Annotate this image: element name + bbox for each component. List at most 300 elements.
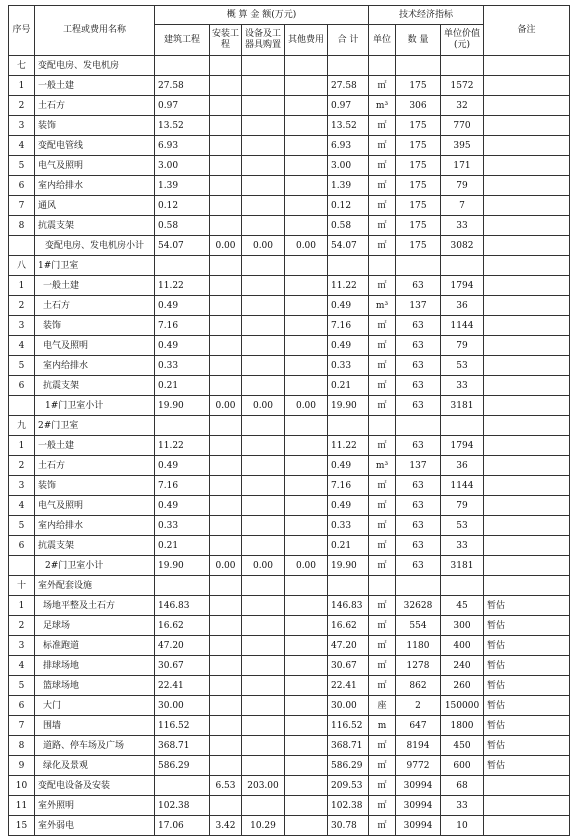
cell-other (285, 376, 328, 396)
cell-total: 0.49 (328, 336, 369, 356)
cell-remark (484, 136, 570, 156)
cell-unit: ㎡ (369, 616, 396, 636)
section-row (9, 56, 570, 76)
cell-seq: 10 (9, 776, 35, 796)
cell-name: 标准跑道 (35, 636, 155, 656)
cell-total: 0.58 (328, 216, 369, 236)
cell-unit-price: 150000 (441, 696, 484, 716)
cell-remark (484, 436, 570, 456)
table-row (9, 656, 570, 676)
cell-qty: 32628 (396, 596, 441, 616)
cell-installation (210, 376, 242, 396)
table-row (9, 456, 570, 476)
cell-other (285, 256, 328, 276)
header-estimate-group: 概 算 金 额(万元) (155, 6, 369, 25)
cell-seq: 8 (9, 736, 35, 756)
table-row (9, 96, 570, 116)
cell-seq: 1 (9, 276, 35, 296)
cell-unit-price (441, 576, 484, 596)
cell-unit-price: 450 (441, 736, 484, 756)
cell-unit: ㎡ (369, 176, 396, 196)
cell-unit: ㎡ (369, 736, 396, 756)
cell-name: 土石方 (35, 456, 155, 476)
cell-name: 室内给排水 (35, 356, 155, 376)
cell-total: 0.21 (328, 376, 369, 396)
cost-estimate-document (8, 5, 570, 836)
cell-total: 0.97 (328, 96, 369, 116)
cell-seq: 8 (9, 216, 35, 236)
cell-remark (484, 276, 570, 296)
cell-other (285, 596, 328, 616)
cell-name: 装饰 (35, 316, 155, 336)
cell-seq: 1 (9, 596, 35, 616)
cell-name: 1#门卫室小计 (35, 396, 155, 416)
cell-seq: 6 (9, 176, 35, 196)
cell-unit-price: 33 (441, 216, 484, 236)
cell-qty: 175 (396, 196, 441, 216)
cell-qty (396, 416, 441, 436)
cell-qty: 63 (396, 556, 441, 576)
cell-qty: 63 (396, 436, 441, 456)
cell-installation (210, 576, 242, 596)
cell-name: 通风 (35, 196, 155, 216)
cell-installation (210, 56, 242, 76)
cell-remark (484, 536, 570, 556)
header-total: 合 计 (328, 25, 369, 56)
cell-equipment (242, 176, 285, 196)
header-name: 工程或费用名称 (35, 6, 155, 56)
cell-total (328, 576, 369, 596)
table-row (9, 316, 570, 336)
cell-installation (210, 196, 242, 216)
cell-construction: 3.00 (155, 156, 210, 176)
cell-unit-price: 10 (441, 816, 484, 836)
table-row (9, 616, 570, 636)
cell-installation (210, 416, 242, 436)
cell-seq: 5 (9, 676, 35, 696)
cell-unit: ㎡ (369, 516, 396, 536)
cell-unit-price: 36 (441, 296, 484, 316)
cell-qty: 1278 (396, 656, 441, 676)
cell-qty: 30994 (396, 816, 441, 836)
cell-equipment (242, 496, 285, 516)
cell-unit-price: 1144 (441, 476, 484, 496)
cell-other (285, 656, 328, 676)
cell-installation (210, 256, 242, 276)
cell-total: 146.83 (328, 596, 369, 616)
cell-seq: 3 (9, 316, 35, 336)
cell-qty: 306 (396, 96, 441, 116)
cell-qty: 175 (396, 216, 441, 236)
cell-seq: 7 (9, 196, 35, 216)
cell-qty: 9772 (396, 756, 441, 776)
cell-unit: ㎡ (369, 556, 396, 576)
table-row (9, 736, 570, 756)
cell-remark: 暂估 (484, 696, 570, 716)
cell-unit-price: 36 (441, 456, 484, 476)
cell-total: 11.22 (328, 276, 369, 296)
cell-installation (210, 496, 242, 516)
cell-qty: 175 (396, 116, 441, 136)
cell-installation (210, 756, 242, 776)
cell-construction: 17.06 (155, 816, 210, 836)
table-row (9, 116, 570, 136)
table-row (9, 336, 570, 356)
cell-equipment (242, 216, 285, 236)
table-row (9, 296, 570, 316)
cell-remark (484, 376, 570, 396)
cell-total: 116.52 (328, 716, 369, 736)
table-row (9, 776, 570, 796)
cell-name: 一般土建 (35, 76, 155, 96)
cell-seq: 6 (9, 376, 35, 396)
cell-total: 30.78 (328, 816, 369, 836)
cell-construction: 7.16 (155, 316, 210, 336)
cell-remark: 暂估 (484, 676, 570, 696)
cell-qty: 2 (396, 696, 441, 716)
cell-unit: ㎡ (369, 776, 396, 796)
cell-unit-price: 33 (441, 796, 484, 816)
table-row (9, 596, 570, 616)
cell-qty: 554 (396, 616, 441, 636)
cell-name: 土石方 (35, 296, 155, 316)
cell-other (285, 196, 328, 216)
cell-total: 13.52 (328, 116, 369, 136)
cell-unit-price: 1572 (441, 76, 484, 96)
cell-qty: 63 (396, 376, 441, 396)
cell-equipment (242, 516, 285, 536)
cell-unit: ㎡ (369, 156, 396, 176)
cell-name: 抗震支架 (35, 216, 155, 236)
cell-remark (484, 516, 570, 536)
cell-installation (210, 716, 242, 736)
cell-other (285, 216, 328, 236)
cell-qty: 30994 (396, 796, 441, 816)
cell-name: 室外配套设施 (35, 576, 155, 596)
cell-unit: ㎡ (369, 276, 396, 296)
table-row (9, 516, 570, 536)
cell-unit (369, 576, 396, 596)
table-header (9, 6, 570, 56)
cell-qty (396, 56, 441, 76)
cell-equipment (242, 196, 285, 216)
cell-name: 大门 (35, 696, 155, 716)
cell-installation (210, 596, 242, 616)
cell-construction: 0.33 (155, 356, 210, 376)
cell-unit (369, 256, 396, 276)
cell-remark: 暂估 (484, 656, 570, 676)
cell-construction: 7.16 (155, 476, 210, 496)
cell-installation (210, 296, 242, 316)
cell-equipment (242, 376, 285, 396)
cell-total: 54.07 (328, 236, 369, 256)
cell-remark (484, 476, 570, 496)
cell-qty: 63 (396, 496, 441, 516)
cell-other (285, 316, 328, 336)
table-row (9, 276, 570, 296)
table-row (9, 716, 570, 736)
cell-unit-price: 240 (441, 656, 484, 676)
cell-unit: ㎡ (369, 676, 396, 696)
cell-equipment: 203.00 (242, 776, 285, 796)
cell-other (285, 716, 328, 736)
cell-seq: 4 (9, 496, 35, 516)
cell-qty: 63 (396, 336, 441, 356)
cell-unit-price: 1800 (441, 716, 484, 736)
cell-installation (210, 476, 242, 496)
cell-equipment (242, 656, 285, 676)
cell-unit: ㎡ (369, 596, 396, 616)
cell-unit-price: 53 (441, 516, 484, 536)
cell-construction: 47.20 (155, 636, 210, 656)
cell-unit: ㎡ (369, 216, 396, 236)
cell-total (328, 256, 369, 276)
table-row (9, 676, 570, 696)
cell-equipment (242, 476, 285, 496)
cell-equipment (242, 616, 285, 636)
cell-other (285, 436, 328, 456)
cell-name: 变配电管线 (35, 136, 155, 156)
cell-unit-price (441, 416, 484, 436)
cell-qty: 30994 (396, 776, 441, 796)
cell-installation (210, 516, 242, 536)
cell-remark (484, 356, 570, 376)
table-row (9, 496, 570, 516)
cell-installation (210, 656, 242, 676)
cell-name: 一般土建 (35, 276, 155, 296)
cell-remark: 暂估 (484, 716, 570, 736)
cell-installation (210, 636, 242, 656)
cell-unit: ㎡ (369, 376, 396, 396)
table-row (9, 756, 570, 776)
cell-equipment (242, 716, 285, 736)
cell-other (285, 676, 328, 696)
cell-name: 装饰 (35, 116, 155, 136)
cell-name: 场地平整及土石方 (35, 596, 155, 616)
cell-name: 围墙 (35, 716, 155, 736)
cell-total: 209.53 (328, 776, 369, 796)
cell-seq: 2 (9, 96, 35, 116)
cell-remark (484, 456, 570, 476)
cell-other (285, 176, 328, 196)
cell-equipment (242, 256, 285, 276)
cell-remark (484, 256, 570, 276)
cell-construction: 13.52 (155, 116, 210, 136)
cell-construction: 0.33 (155, 516, 210, 536)
header-unit: 单位 (369, 25, 396, 56)
cell-installation (210, 96, 242, 116)
cell-installation (210, 276, 242, 296)
cell-qty: 63 (396, 476, 441, 496)
cell-qty: 63 (396, 316, 441, 336)
cell-other (285, 136, 328, 156)
cell-equipment (242, 636, 285, 656)
cell-unit-price: 260 (441, 676, 484, 696)
cell-equipment (242, 56, 285, 76)
table-row (9, 436, 570, 456)
cell-equipment: 0.00 (242, 236, 285, 256)
cell-construction: 6.93 (155, 136, 210, 156)
cell-remark (484, 816, 570, 836)
table-row (9, 76, 570, 96)
table-row (9, 196, 570, 216)
cell-other (285, 336, 328, 356)
cell-installation (210, 456, 242, 476)
cell-unit-price: 3181 (441, 396, 484, 416)
cell-remark (484, 216, 570, 236)
cell-qty: 175 (396, 156, 441, 176)
cell-installation: 6.53 (210, 776, 242, 796)
cell-equipment (242, 316, 285, 336)
cell-construction (155, 416, 210, 436)
cell-equipment (242, 696, 285, 716)
cell-name: 电气及照明 (35, 156, 155, 176)
cell-installation: 3.42 (210, 816, 242, 836)
cell-unit: ㎡ (369, 636, 396, 656)
cell-construction: 0.21 (155, 376, 210, 396)
cell-construction (155, 256, 210, 276)
header-other: 其他费用 (285, 25, 328, 56)
cell-unit-price (441, 256, 484, 276)
cell-construction: 30.00 (155, 696, 210, 716)
cell-total: 0.12 (328, 196, 369, 216)
cell-qty: 63 (396, 516, 441, 536)
cell-remark (484, 176, 570, 196)
section-row (9, 256, 570, 276)
cell-name: 抗震支架 (35, 536, 155, 556)
cell-total: 586.29 (328, 756, 369, 776)
header-qty: 数 量 (396, 25, 441, 56)
cell-unit: ㎡ (369, 436, 396, 456)
cell-other (285, 516, 328, 536)
cell-unit: ㎡ (369, 756, 396, 776)
cell-unit-price: 33 (441, 376, 484, 396)
cell-total: 30.67 (328, 656, 369, 676)
cell-name: 1#门卫室 (35, 256, 155, 276)
cell-other (285, 296, 328, 316)
cell-remark (484, 576, 570, 596)
cell-equipment (242, 576, 285, 596)
cell-qty: 175 (396, 236, 441, 256)
cell-equipment (242, 276, 285, 296)
cell-construction: 0.49 (155, 456, 210, 476)
table-row (9, 796, 570, 816)
cell-other (285, 796, 328, 816)
cell-name: 室外弱电 (35, 816, 155, 836)
cell-name: 足球场 (35, 616, 155, 636)
cell-qty: 175 (396, 76, 441, 96)
cell-installation (210, 796, 242, 816)
cell-unit: ㎡ (369, 656, 396, 676)
cell-equipment: 0.00 (242, 396, 285, 416)
cell-construction: 0.97 (155, 96, 210, 116)
cell-remark: 暂估 (484, 596, 570, 616)
cell-unit: m³ (369, 456, 396, 476)
cell-name: 2#门卫室小计 (35, 556, 155, 576)
cell-other (285, 776, 328, 796)
cell-seq: 2 (9, 616, 35, 636)
cell-installation (210, 736, 242, 756)
cell-qty: 862 (396, 676, 441, 696)
cell-seq: 15 (9, 816, 35, 836)
cell-equipment (242, 116, 285, 136)
cell-remark (484, 396, 570, 416)
cell-unit-price: 7 (441, 196, 484, 216)
cell-name: 绿化及景观 (35, 756, 155, 776)
header-equipment: 设备及工器具购置 (242, 25, 285, 56)
cell-other (285, 476, 328, 496)
cell-unit: ㎡ (369, 116, 396, 136)
cell-equipment: 0.00 (242, 556, 285, 576)
cell-total: 16.62 (328, 616, 369, 636)
cell-name: 一般土建 (35, 436, 155, 456)
cell-construction: 54.07 (155, 236, 210, 256)
cell-name: 抗震支架 (35, 376, 155, 396)
cell-other (285, 276, 328, 296)
cell-construction: 30.67 (155, 656, 210, 676)
cell-installation: 0.00 (210, 396, 242, 416)
cell-seq (9, 236, 35, 256)
table-row (9, 356, 570, 376)
cell-qty: 63 (396, 396, 441, 416)
cell-other (285, 696, 328, 716)
cell-remark (484, 556, 570, 576)
cell-other (285, 496, 328, 516)
cell-qty: 137 (396, 456, 441, 476)
cell-other (285, 96, 328, 116)
cell-total: 19.90 (328, 556, 369, 576)
subtotal-row (9, 556, 570, 576)
cell-unit-price: 53 (441, 356, 484, 376)
cell-total: 47.20 (328, 636, 369, 656)
cell-qty (396, 256, 441, 276)
cell-seq: 七 (9, 56, 35, 76)
cell-seq: 3 (9, 116, 35, 136)
cell-name: 电气及照明 (35, 496, 155, 516)
cell-unit-price: 68 (441, 776, 484, 796)
cell-equipment (242, 336, 285, 356)
cell-remark: 暂估 (484, 616, 570, 636)
cell-installation (210, 356, 242, 376)
cell-name: 装饰 (35, 476, 155, 496)
table-row (9, 816, 570, 836)
header-unit-price: 单位价值(元) (441, 25, 484, 56)
cell-installation (210, 616, 242, 636)
cell-name: 变配电设备及安装 (35, 776, 155, 796)
cell-unit: ㎡ (369, 236, 396, 256)
cell-other (285, 76, 328, 96)
cell-seq: 2 (9, 296, 35, 316)
cell-unit-price: 3181 (441, 556, 484, 576)
cell-remark (484, 156, 570, 176)
cell-other (285, 736, 328, 756)
cell-name: 电气及照明 (35, 336, 155, 356)
cell-remark (484, 76, 570, 96)
cell-total: 11.22 (328, 436, 369, 456)
cell-unit-price: 400 (441, 636, 484, 656)
cell-remark: 暂估 (484, 736, 570, 756)
header-seq: 序号 (9, 6, 35, 56)
cell-other: 0.00 (285, 396, 328, 416)
cell-unit-price: 79 (441, 176, 484, 196)
cell-installation (210, 156, 242, 176)
cell-unit-price (441, 56, 484, 76)
cell-seq: 5 (9, 516, 35, 536)
cell-seq: 1 (9, 76, 35, 96)
section-row (9, 416, 570, 436)
cost-estimate-table (8, 5, 570, 836)
cell-installation (210, 116, 242, 136)
